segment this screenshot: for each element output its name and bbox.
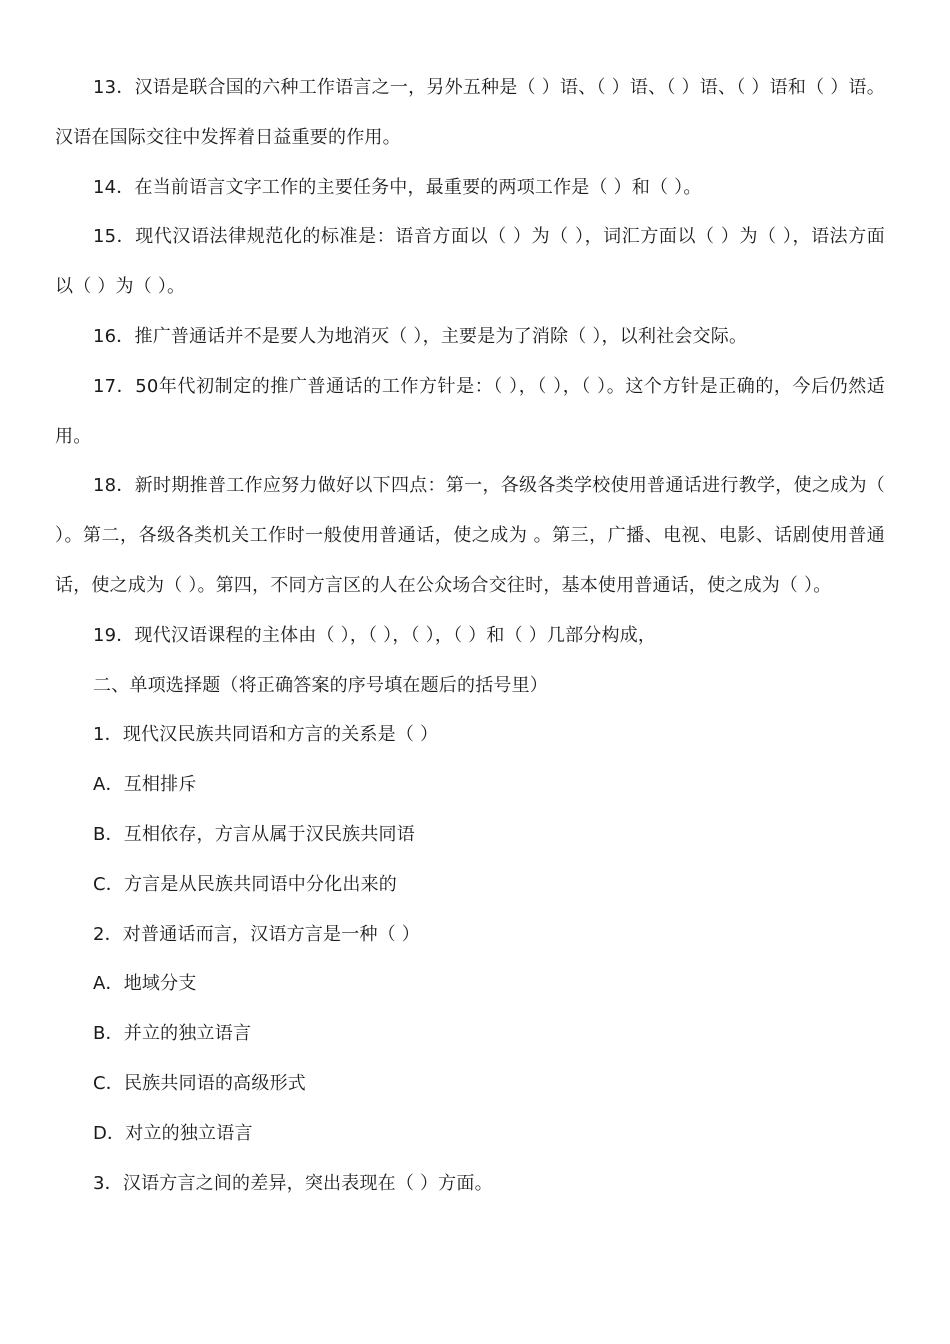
question-2-option-a: A．地域分支 bbox=[93, 973, 197, 995]
question-1-option-c: C．方言是从民族共同语中分化出来的 bbox=[93, 873, 397, 895]
question-2-option-d: D．对立的独立语言 bbox=[93, 1122, 253, 1144]
question-2-option-c: C．民族共同语的高级形式 bbox=[93, 1072, 306, 1094]
fill-blank-item-14: 14．在当前语言文字工作的主要任务中，最重要的两项工作是（ ）和（ ）。 bbox=[93, 176, 702, 198]
fill-blank-item-13: 13．汉语是联合国的六种工作语言之一，另外五种是（ ）语、（ ）语、（ ）语、（ ）语和（ ）语。汉语在国际交往中发挥着日益重要的作用。 bbox=[55, 77, 885, 148]
question-2-option-b: B．并立的独立语言 bbox=[93, 1023, 252, 1045]
question-2-stem: 2．对普通话而言，汉语方言是一种（ ） bbox=[93, 923, 420, 945]
question-3-stem: 3．汉语方言之间的差异，突出表现在（ ）方面。 bbox=[93, 1172, 493, 1194]
fill-blank-item-16: 16．推广普通话并不是要人为地消灭（ ），主要是为了消除（ ），以利社会交际。 bbox=[93, 325, 748, 347]
question-1-option-a: A．互相排斥 bbox=[93, 774, 197, 796]
fill-blank-item-15: 15．现代汉语法律规范化的标准是：语音方面以（ ）为（ ），词汇方面以（ ）为（ ），语法方面以（ ）为（ ）。 bbox=[55, 226, 885, 298]
fill-blank-item-18: 18．新时期推普工作应努力做好以下四点：第一，各级各类学校使用普通话进行教学，使之成为（ ）。第二，各级各类机关工作时一般使用普通话，使之成为 。第三，广播、电视、电影、话剧使用普通话，使之成为（ ）。第四，不同方言区的人在公众场合交往时，基本使用普通话，使之成为（ ）。 bbox=[55, 475, 885, 596]
section-heading-single-choice: 二、单项选择题（将正确答案的序号填在题后的括号里） bbox=[93, 674, 548, 696]
fill-blank-item-17: 17．50年代初制定的推广普通话的工作方针是：（ ），（ ），（ ）。这个方针是正确的，今后仍然适用。 bbox=[55, 375, 885, 447]
document-body bbox=[55, 63, 885, 1208]
question-1-option-b: B．互相依存，方言从属于汉民族共同语 bbox=[93, 823, 415, 845]
fill-blank-item-19: 19．现代汉语课程的主体由（ ），（ ），（ ），（ ）和（ ）几部分构成， bbox=[93, 624, 657, 646]
question-1-stem: 1．现代汉民族共同语和方言的关系是（ ） bbox=[93, 724, 439, 746]
